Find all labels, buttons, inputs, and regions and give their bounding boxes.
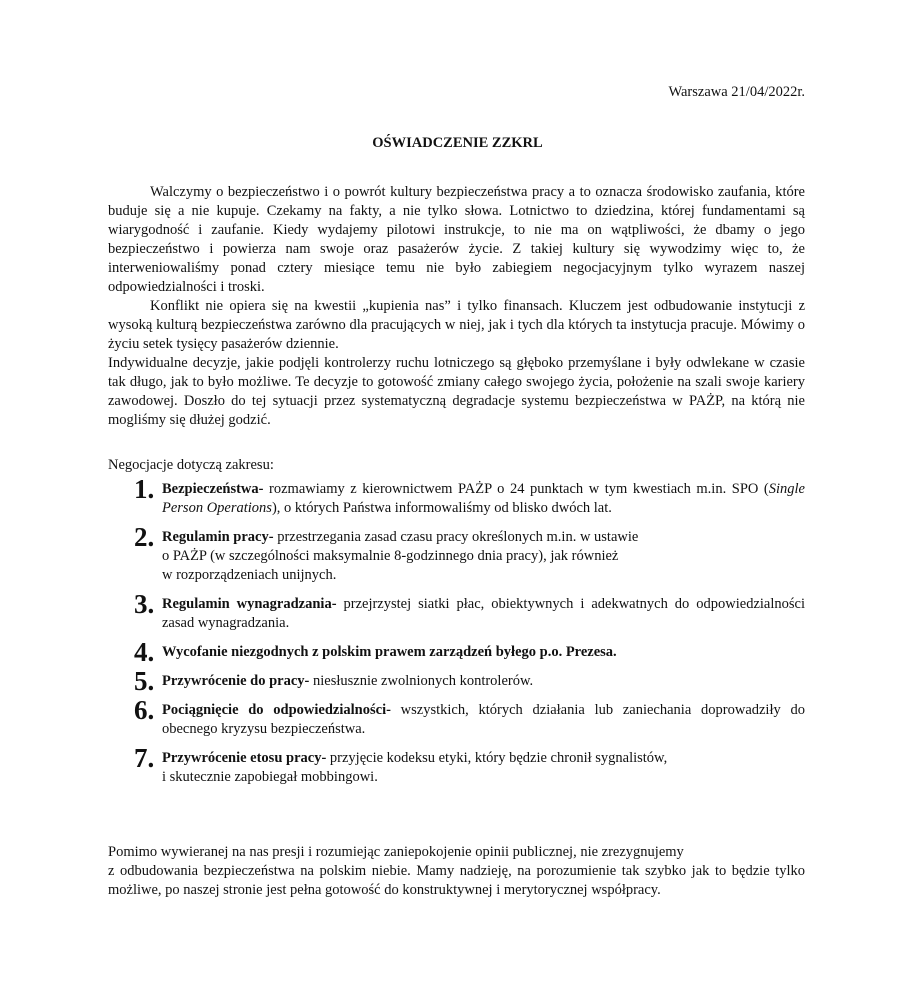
topics-intro: Negocjacje dotyczą zakresu: [108, 457, 274, 473]
document-date: Warszawa 21/04/2022r. [668, 84, 805, 100]
item-heading: Wycofanie niezgodnych z polskim prawem zarządzeń byłego p.o. Prezesa. [162, 644, 617, 660]
list-item: 1. Bezpieczeństwa- rozmawiamy z kierownictwem PAŻP o 24 punktach w tym kwestiach m.in. SPO (Single Person Operations), o których Państwa informowaliśmy od blisko dwóch lat. [134, 474, 805, 516]
list-item: 7. Przywrócenie etosu pracy- przyjęcie kodeksu etyki, który będzie chronił sygnalistów, i skutecznie zapobiegał mobbingowi. [134, 743, 668, 785]
list-item: 2. Regulamin pracy- przestrzegania zasad czasu pracy określonych m.in. w ustawie o PAŻP (w szczególności maksymalnie 8-godzinnego dnia pracy), jak również w rozporządzeniach unijnych. [134, 522, 639, 583]
document-title: OŚWIADCZENIE ZZKRL [372, 135, 543, 151]
topics-list [108, 474, 805, 797]
item-number: 1. [134, 474, 155, 504]
item-number: 5. [134, 666, 155, 696]
item-number: 7. [134, 743, 155, 773]
item-heading: Regulamin wynagradzania- [162, 596, 337, 612]
paragraph-1: Walczymy o bezpieczeństwo i o powrót kultury bezpieczeństwa pracy a to oznacza środowisko zaufania, które buduje się a nie kupuje. Czekamy na fakty, a nie tylko słowa. Lotnictwo to dziedzina, której fundamentami są wiarygodność i zaufanie. Kiedy wydajemy pilotowi instrukcje, to nie ma on wątpliwości, że dbamy o jego bezpieczeństwo i powierza nam swoje oraz pasażerów życie. Z takiej kultury się wywodzimy więc to, że interweniowaliśmy ponad cztery miesiące temu nie było zabiegiem negocjacyjnym tylko wyrazem naszej odpowiedzialności i troski. [108, 184, 805, 295]
statement-body [108, 183, 805, 430]
item-number: 4. [134, 637, 155, 667]
closing-line-rest: z odbudowania bezpieczeństwa na polskim niebie. Mamy nadzieję, na porozumienie tak szybko jak to będzie tylko możliwe, po naszej stronie jest pełna gotowość do konstruktywnej i merytorycznej współpracy. [108, 863, 805, 898]
item-number: 3. [134, 589, 155, 619]
paragraph-3: Indywidualne decyzje, jakie podjęli kontrolerzy ruchu lotniczego są głęboko przemyślane i były odwlekane w czasie tak długo, jak to było możliwe. Te decyzje to gotowość zmiany całego swojego życia, położenie na szali swoje kariery zawodowej. Doszło do tej sytuacji przez systematyczną degradacje systemu bezpieczeństwa w PAŻP, na którą nie mogliśmy się dłużej godzić. [108, 355, 805, 428]
item-number: 2. [134, 522, 155, 552]
list-item [108, 637, 805, 667]
item-heading: Przywrócenie do pracy- [162, 673, 310, 689]
list-item: 5. Przywrócenie do pracy- niesłusznie zwolnionych kontrolerów. [134, 666, 534, 696]
list-item: 3. Regulamin wynagradzania- przejrzystej siatki płac, obiektywnych i adekwatnych do odpowiedzialności zasad wynagradzania. [134, 589, 805, 631]
item-heading: Przywrócenie etosu pracy- [162, 750, 327, 766]
item-heading: Pociągnięcie do odpowiedzialności- [162, 702, 391, 718]
closing-line-1: Pomimo wywieranej na nas presji i rozumiejąc zaniepokojenie opinii publicznej, nie zrezygnujemy [108, 844, 684, 860]
paragraph-2: Konflikt nie opiera się na kwestii „kupienia nas” i tylko finansach. Kluczem jest odbudowanie instytucji z wysoką kulturą bezpieczeństwa zarówno dla pracujących w niej, jak i tych dla których ta instytucja pracuje. Mówimy o życiu setek tysięcy pasażerów dziennie. [108, 298, 805, 352]
list-item: 6. Pociągnięcie do odpowiedzialności- wszystkich, których działania lub zaniechania doprowadziły do obecnego kryzysu bezpieczeństwa. [134, 695, 805, 737]
item-number: 6. [134, 695, 155, 725]
closing-paragraph [108, 843, 805, 900]
item-heading: Regulamin pracy- [162, 529, 274, 545]
item-heading: Bezpieczeństwa- [162, 481, 264, 497]
